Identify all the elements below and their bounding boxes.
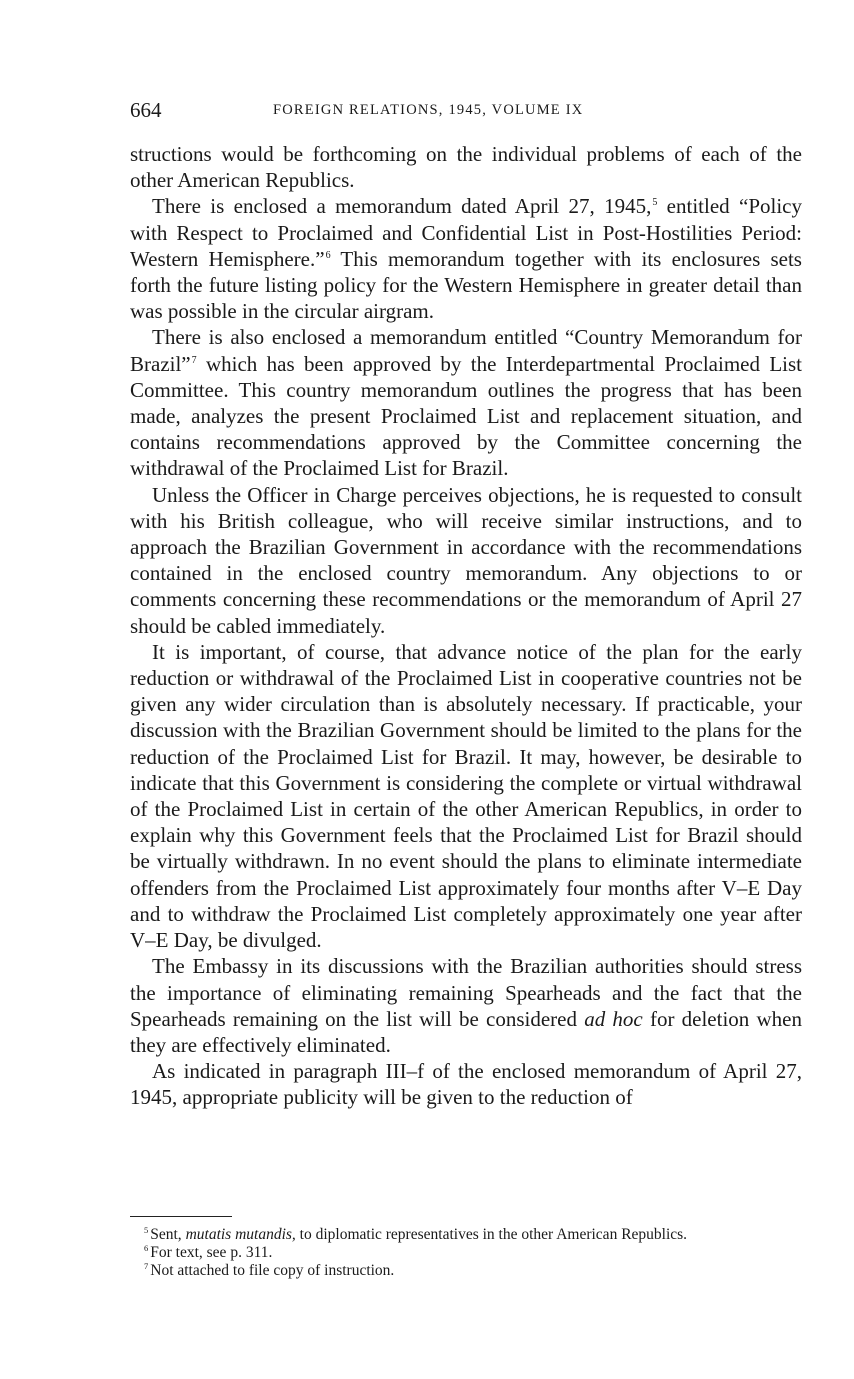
paragraph-2-text-a: There is enclosed a memorandum dated April 27, 1945, [152, 194, 652, 219]
paragraph-5-text: It is important, of course, that advance notice of the plan for the early reduction or withdrawal of the Proclaimed List in cooperative countries not be given any wider circulation than is absolutely necessary. If practicable, your discussion with the Brazilian Government should be limited to the plans for the reduction of the Proclaimed List for Brazil. It may, however, be desirable to indicate that this Government is considering the complete or virtual withdrawal of the Proclaimed List in certain of the other American Republics, in order to explain why this Government feels that the Proclaimed List for Brazil should be virtually withdrawn. In no event should the plans to eliminate intermediate offenders from the Proclaimed List approximately four months after V–E Day and to withdraw the Proclaimed List completely approximately one year after V–E Day, be divulged. [130, 639, 802, 953]
paragraph-2 [130, 193, 802, 324]
paragraph-4-text: Unless the Officer in Charge perceives objections, he is requested to consult with his British colleague, who will receive similar instructions, and to approach the Brazilian Government in accordance with the recommendations contained in the enclosed country memorandum. Any objections to or comments concerning these recommendations or the memorandum of April 27 should be cabled immediately. [130, 482, 802, 638]
footnotes [130, 1226, 802, 1280]
footnote-5-mark: 5 [144, 1224, 149, 1235]
footnote-5 [130, 1226, 802, 1244]
footnote-ref-5[interactable]: 5 [652, 197, 658, 209]
paragraph-6-italic: ad hoc [584, 1006, 643, 1031]
paragraph-6-text-b: for deletion when they are effectively eliminated. [130, 1006, 802, 1057]
paragraph-3-text-a: There is also enclosed a memorandum entitled “Country Memorandum for Brazil” [130, 325, 802, 376]
paragraph-7-text: As indicated in paragraph III–f of the enclosed memorandum of April 27, 1945, appropriate publicity will be given to the reduction of [130, 1059, 802, 1110]
footnote-6-mark: 6 [144, 1242, 149, 1253]
footnote-ref-7[interactable]: 7 [191, 354, 197, 366]
footnote-6 [130, 1244, 802, 1262]
paragraph-6-text-a: The Embassy in its discussions with the Brazilian authorities should stress the importance of eliminating remaining Spearheads and the fact that the Spearheads remaining on the list will be considered [130, 954, 802, 1031]
footnote-7-mark: 7 [144, 1260, 149, 1271]
footnote-5-italic: mutatis mutandis, [185, 1226, 296, 1243]
running-title: FOREIGN RELATIONS, 1945, VOLUME IX [273, 102, 584, 118]
paragraph-4 [130, 482, 802, 639]
paragraph-1 [130, 141, 802, 193]
footnote-5-text-b: to diplomatic representatives in the other American Republics. [295, 1226, 688, 1243]
footnote-7-text: Not attached to file copy of instruction. [150, 1262, 395, 1279]
paragraph-1-text: structions would be forthcoming on the individual problems of each of the other American Republics. [130, 142, 802, 193]
paragraph-6 [130, 953, 802, 1058]
paragraph-3-text-b: which has been approved by the Interdepartmental Proclaimed List Committee. This country memorandum outlines the progress that has been made, analyzes the present Proclaimed List and replacement situation, and contains recommendations approved by the Committee concerning the withdrawal of the Proclaimed List for Brazil. [130, 351, 802, 481]
body-text [130, 141, 802, 1111]
paragraph-2-text-b: entitled “Policy with Respect to Proclaimed and Confidential List in Post-Hostilities Period: Western Hemisphere.” [130, 194, 802, 271]
paragraph-5 [130, 639, 802, 953]
footnote-7 [130, 1262, 802, 1280]
paragraph-3 [130, 324, 802, 481]
footnote-divider [130, 1216, 232, 1217]
page-header [130, 98, 802, 126]
page-number: 664 [130, 98, 162, 122]
paragraph-7 [130, 1058, 802, 1110]
footnote-6-text: For text, see p. 311. [150, 1244, 273, 1261]
footnote-ref-6[interactable]: 6 [325, 249, 331, 261]
footnote-5-text-a: Sent, [150, 1226, 186, 1243]
paragraph-2-text-c: This memorandum together with its enclosures sets forth the future listing policy for the Western Hemisphere in greater detail than was possible in the circular airgram. [130, 246, 802, 324]
